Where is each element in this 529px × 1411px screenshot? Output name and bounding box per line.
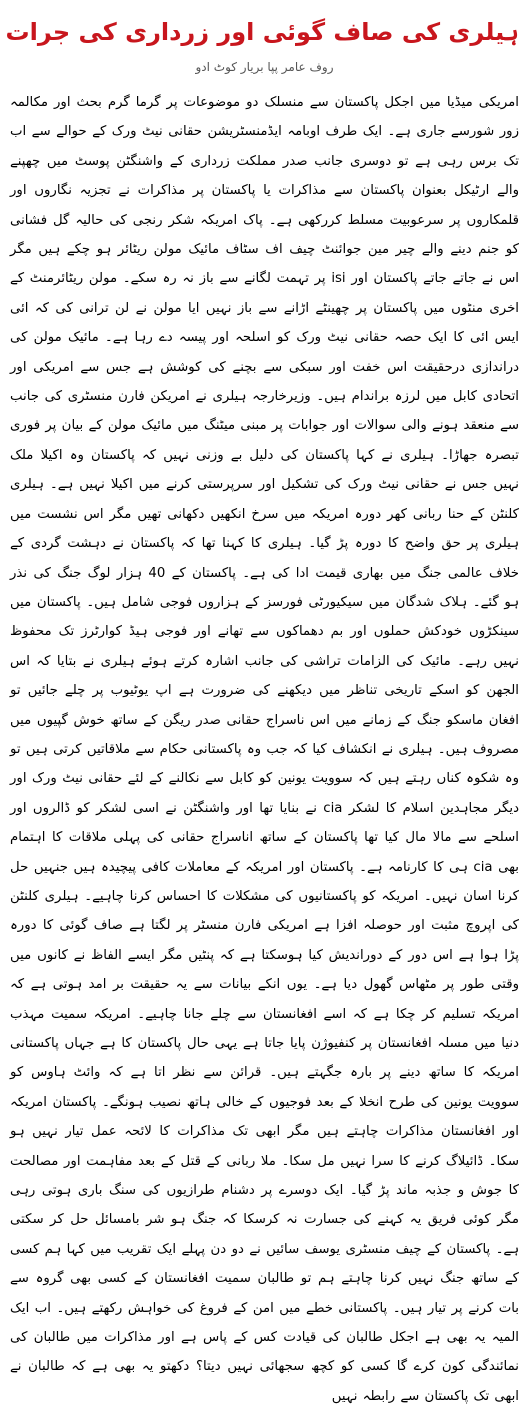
author-byline: روف عامر پپا بریار کوٹ ادو <box>195 60 334 74</box>
article-title: ہیلری کی صاف گوئی اور زرداری کی جرات <box>5 18 519 46</box>
article-body: امریکی میڈیا میں اجکل پاکستان سے منسلک دو موضوعات پر گرما گرم بحث اور مکالمہ زور شورسے جاری ہے۔ ایک طرف اوبامہ ایڈمنسٹریشن حقانی نیٹ ورک کے حوالے سے اب تک برس رہی ہے تو دوسری جانب صدر مملکت زرداری کے واشنگٹن پوسٹ میں چھپنے والے ارٹیکل بعنوان پاکستان سے مذاکرات یا پاکستان پر مذاکرات نے تجزیہ نگاروں اور قلمکاروں پر سرعوبیت مسلط کررکھی ہے۔ پاک امریکہ شکر رنجی کی حالیہ گل فشانی کو جنم دینے والے چیر مین جوائنٹ چیف اف سٹاف مائیک مولن ریٹائر ہو چکے ہیں مگر اس نے جاتے جاتے پاکستان اور isi پر تہمت لگانے سے باز نہ رہ سکے۔ مولن ریٹائرمنٹ کے اخری منٹوں میں پاکستان پر چھینٹے اڑانے سے باز نہیں ایا مولن نے لن ترانی کی کہ ائی ایس ائی کا ایک حصہ حقانی نیٹ ورک کو اسلحہ اور پیسہ دے رہا ہے۔ مائیک مولن کی دراندازی درحقیقت اس خفت اور سبکی سے بچنے کی کوشش ہے جس سے امریکی اور اتحادی کابل میں لرزہ براندام ہیں۔ وزیرخارجہ ہیلری نے امریکن فارن منسٹری کی جانب سے منعقد ہونے والی سوالات اور جوابات پر مبنی میٹنگ میں مائیک مولن کے بیان پر فوری تبصرہ جھاڑا۔ ہیلری نے کہا پاکستان کی دلیل بے وزنی نہیں کہ پاکستان وہ اکیلا ملک نہیں جس نے حقانی نیٹ ورک کی تشکیل اور سرپرستی کرنے میں اکیلا نہیں ہے۔ ہیلری کلنٹن کے حنا ربانی کھر دورہ امریکہ میں سرخ انکھیں دکھانی تھیں مگر اس نشست میں ہیلری پر حق واضح کا دورہ پڑ گیا۔ ہیلری کا کہنا تھا کہ پاکستان نے دہشت گردی کے خلاف عالمی جنگ میں بھاری قیمت ادا کی ہے۔ پاکستان کے 40 ہزار لوگ جنگ کی نذر ہو گئے۔ ہلاک شدگان میں سیکیورٹی فورسز کے ہزاروں فوجی شامل ہیں۔ پاکستان میں سینکڑوں خودکش حملوں اور بم دھماکوں سے تھانے اور فوجی ہیڈ کوارٹرز تک محفوظ نہیں رہے۔ مائیک کی الزامات تراشی کی جانب اشارہ کرتے ہوئے ہیلری نے بتایا کہ اس الجھن کو اسکے تاریخی تناظر میں دیکھنے کی ضرورت ہے اپ یوٹیوب پر چلے جائیں تو افغان ماسکو جنگ کے زمانے میں اس ناسراج حقانی صدر ریگن کے ساتھ خوش گپیوں میں مصروف ہیں۔ ہیلری نے انکشاف کیا کہ جب وہ پاکستانی حکام سے ملاقاتیں کرتی ہیں تو وہ شکوہ کناں رہتے ہیں کہ سوویت یونین کو کابل سے نکالنے کے لئے حقانی نیٹ ورک اور دیگر مجاہدین اسلام کا لشکر cia نے بنایا تھا اور واشنگٹن نے اسی لشکر کو ڈالروں اور اسلحے سے مالا مال کیا تھا پاکستان کے ساتھ اناسراج حقانی کی پہلی ملاقات کا اہتمام بھی cia ہی کا کارنامہ ہے۔ پاکستان اور امریکہ کے معاملات کافی پیچیدہ ہیں جنہیں حل کرنا اسان نہیں۔ امریکہ کو پاکستانیوں کی مشکلات کا احساس کرنا چاہیے۔ ہیلری کلنٹن کی اپروچ مثبت اور حوصلہ افزا ہے امریکی فارن منسٹر پر لگتا ہے صاف گوئی کا دورہ پڑا ہوا ہے اس دور کے دوراندیش کیا ہوسکتا ہے کہ پنٹیں مگر ایسے الفاظ نے کانوں میں وقتی طور پر مٹھاس گھول دیا ہے۔ یوں انکے بیانات سے یہ حقیقت بر امد ہوتی ہے کہ امریکہ تسلیم کر چکا ہے کہ اسے افغانستان سے چلے جانا چاہیے۔ امریکہ سمیت مہذب دنیا میں مسلہ افغانستان پر کنفیوژن پایا جاتا ہے یہی حال پاکستان کا ہے جہاں پاکستانی امریکہ کا ساتھ دینے پر بارہ جگہتے ہیں۔ قرائن سے نظر اتا ہے کہ وائٹ ہاوس کو سوویت یونین کی طرح انخلا کے بعد فوجیوں کے خالی ہاتھ نصیب ہونگے۔ پاکستان امریکہ اور افغانستان مذاکرات چاہتے ہیں مگر ابھی تک مذاکرات کا لائحہ عمل تیار نہیں ہو سکا۔ ڈائیلاگ کرنے کا سرا نہیں مل سکا۔ ملا ربانی کے قتل کے بعد مفاہمت اور مصالحت کا جوش و جذبہ ماند پڑ گیا۔ ایک دوسرے پر دشنام طرازیوں کی سنگ باری ہوتی رہی مگر کوئی فریق یہ کہنے کی جسارت نہ کرسکا کہ جنگ ہو شر بامسائل حل کر سکتی ہے۔ پاکستان کے چیف منسٹری یوسف سائیں نے دو دن پہلے ایک تقریب میں کہا ہم کسی کے ساتھ جنگ نہیں کرنا چاہتے ہم تو طالبان سمیت افغانستان کے کسی بھی گروہ سے بات کرنے پر تیار ہیں۔ پاکستانی خطے میں امن کے فروغ کی خواہش رکھتے ہیں۔ اب ایک المیہ یہ بھی ہے اجکل طالبان کی قیادت کس کے پاس ہے اور مذاکرات میں طالبان کی نمائندگی کون کرے گا کسی کو کچھ سجھائی نہیں دیتا؟ دکھتو یہ بھی ہے کہ طالبان نے ابھی تک پاکستان سے رابطہ نہیں <box>10 95 519 1404</box>
